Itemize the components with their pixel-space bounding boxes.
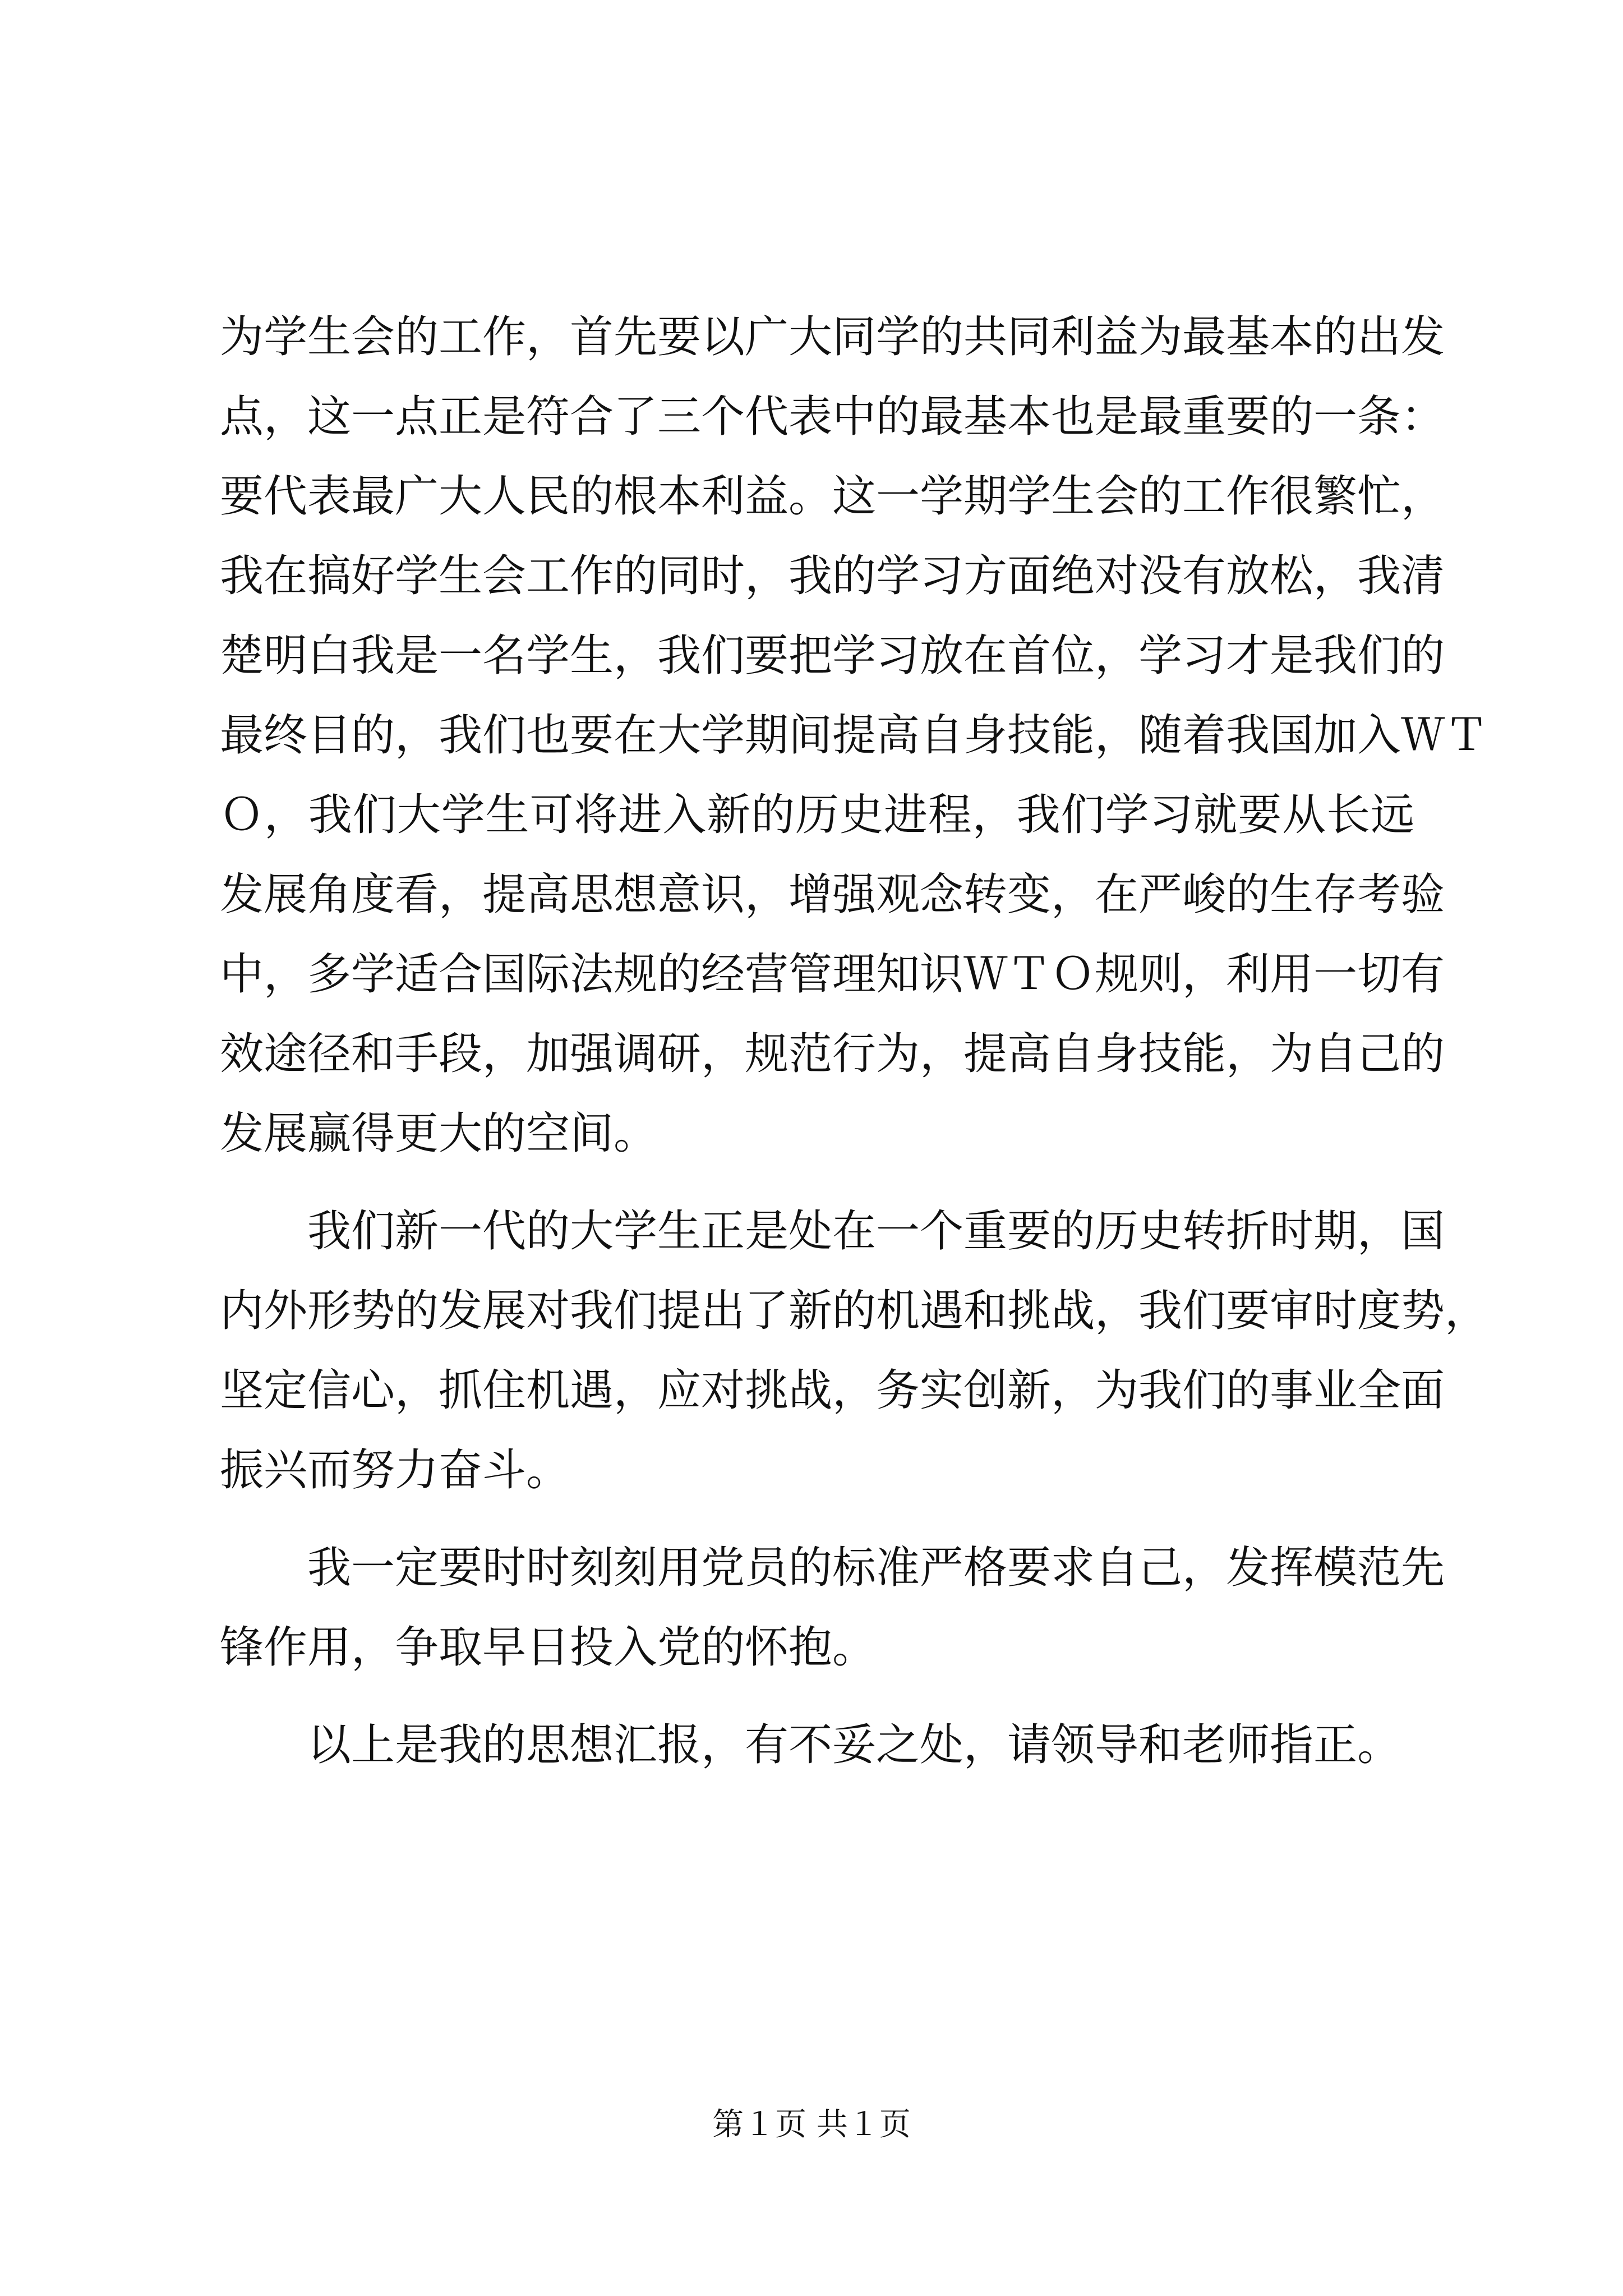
paragraph-spacer xyxy=(220,1687,1414,1705)
paragraph-4 xyxy=(220,1705,1414,1785)
paragraph-2 xyxy=(220,1191,1489,1510)
paragraph-line: 中，多学适合国际法规的经营管理知识ＷＴＯ规则，利用一切有 xyxy=(220,949,1445,1000)
paragraph-line: 为学生会的工作，首先要以广大同学的共同利益为最基本的出发 xyxy=(220,312,1445,362)
paragraph-spacer xyxy=(220,1174,1414,1191)
paragraph-line: 最终目的，我们也要在大学期间提高自身技能，随着我国加入ＷＴ xyxy=(220,710,1489,761)
paragraph-line: 点，这一点正是符合了三个代表中的最基本也是最重要的一条： xyxy=(220,392,1445,442)
paragraph-line: 我在搞好学生会工作的同时，我的学习方面绝对没有放松，我清 xyxy=(220,551,1445,601)
paragraph-3 xyxy=(220,1528,1445,1687)
paragraph-line: 振兴而努力奋斗。 xyxy=(220,1445,570,1496)
paragraph-1 xyxy=(220,297,1489,1174)
paragraph-line: 以上是我的思想汇报，有不妥之处，请领导和老师指正。 xyxy=(307,1720,1401,1770)
paragraph-line: 楚明白我是一名学生，我们要把学习放在首位，学习才是我们的 xyxy=(220,631,1445,681)
paragraph-line: 要代表最广大人民的根本利益。这一学期学生会的工作很繁忙， xyxy=(220,471,1445,522)
paragraph-line: 锋作用，争取早日投入党的怀抱。 xyxy=(220,1622,877,1673)
paragraph-line: 发展角度看，提高思想意识，增强观念转变，在严峻的生存考验 xyxy=(220,869,1445,920)
page-number-footer: 第１页 共１页 xyxy=(712,2106,911,2143)
paragraph-line: 内外形势的发展对我们提出了新的机遇和挑战，我们要审时度势， xyxy=(220,1286,1489,1336)
paragraph-line: 发展赢得更大的空间。 xyxy=(220,1108,658,1159)
paragraph-line: Ｏ，我们大学生可将进入新的历史进程，我们学习就要从长远 xyxy=(220,790,1414,840)
document-body xyxy=(220,297,1489,1785)
paragraph-line: 我们新一代的大学生正是处在一个重要的历史转折时期，国 xyxy=(307,1206,1445,1257)
paragraph-line: 坚定信心，抓住机遇，应对挑战，务实创新，为我们的事业全面 xyxy=(220,1365,1445,1416)
paragraph-line: 我一定要时时刻刻用党员的标准严格要求自己，发挥模范先 xyxy=(307,1543,1445,1593)
paragraph-spacer xyxy=(220,1510,1414,1528)
paragraph-line: 效途径和手段，加强调研，规范行为，提高自身技能，为自己的 xyxy=(220,1029,1445,1079)
